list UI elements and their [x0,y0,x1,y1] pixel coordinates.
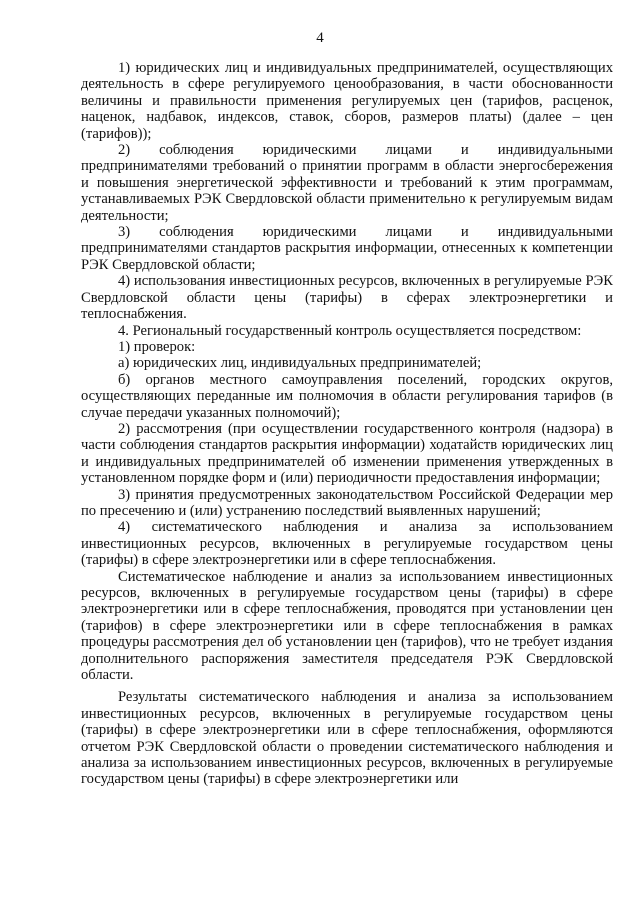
paragraph: 3) соблюдения юридическими лицами и индивидуальными предпринимателями стандартов раскрытия информации, отнесенных к компетенции РЭК Свердловской области; [81,224,613,273]
paragraph: а) юридических лиц, индивидуальных предпринимателей; [118,355,482,372]
paragraph: 2) рассмотрения (при осуществлении государственного контроля (надзора) в части соблюдения стандартов раскрытия информации) ходатайств юридических лиц и индивидуальных предпринимателей об изменении применения утвержденных в установленном порядке форм и (или) периодичности предоставления информации; [81,420,613,487]
paragraph: 2) соблюдения юридическими лицами и индивидуальными предпринимателями требований о принятии программ в области энергосбережения и повышения энергетической эффективности и требований к этим программам, устанавливаемых РЭК Свердловской области применительно к регулируемым видам деятельности; [81,142,613,224]
paragraph: 1) юридических лиц и индивидуальных предпринимателей, осуществляющих деятельность в сфере регулируемого ценообразования, в части обоснованности величины и правильности применения регулируемых цен (тарифов, расценок, наценок, надбавок, индексов, ставок, сборов, размеров платы) (далее – цен (тарифов)); [81,60,613,142]
paragraph: 4. Региональный государственный контроль осуществляется посредством: [118,322,582,339]
paragraph: 4) систематического наблюдения и анализа за использованием инвестиционных ресурсов, включенных в регулируемые государством цены (тарифы) в сфере электроэнергетики или в сфере теплоснабжения. [81,519,613,569]
paragraph: 1) проверок: [118,338,196,355]
paragraph: б) органов местного самоуправления поселений, городских округов, осуществляющих переданные им полномочия в области регулирования тарифов (в случае передачи указанных полномочий); [81,371,613,421]
paragraph: 3) принятия предусмотренных законодательством Российской Федерации мер по пресечению и (или) устранению последствий выявленных нарушений; [81,486,613,519]
document-body [81,60,613,788]
page-number: 4 [316,30,324,46]
paragraph: 4) использования инвестиционных ресурсов, включенных в регулируемые РЭК Свердловской области цены (тарифы) в сферах электроэнергетики и теплоснабжения. [81,273,613,323]
paragraph: Систематическое наблюдение и анализ за использованием инвестиционных ресурсов, включенных в регулируемые государством цены (тарифы) в сфере электроэнергетики или в сфере теплоснабжения, проводятся при установлении цен (тарифов) в сфере электроэнергетики или в сфере теплоснабжения в рамках процедуры рассмотрения дел об установлении цен (тарифов), что не требует издания дополнительного распоряжения заместителя председателя РЭК Свердловской области. [81,568,613,684]
paragraph: Результаты систематического наблюдения и анализа за использованием инвестиционных ресурсов, включенных в регулируемые государством цены (тарифы) в сфере электроэнергетики или в сфере теплоснабжения, оформляются отчетом РЭК Свердловской области о проведении систематического наблюдения и анализа за использованием инвестиционных ресурсов, включенных в регулируемые государством цены (тарифы) в сфере электроэнергетики или [81,689,613,788]
